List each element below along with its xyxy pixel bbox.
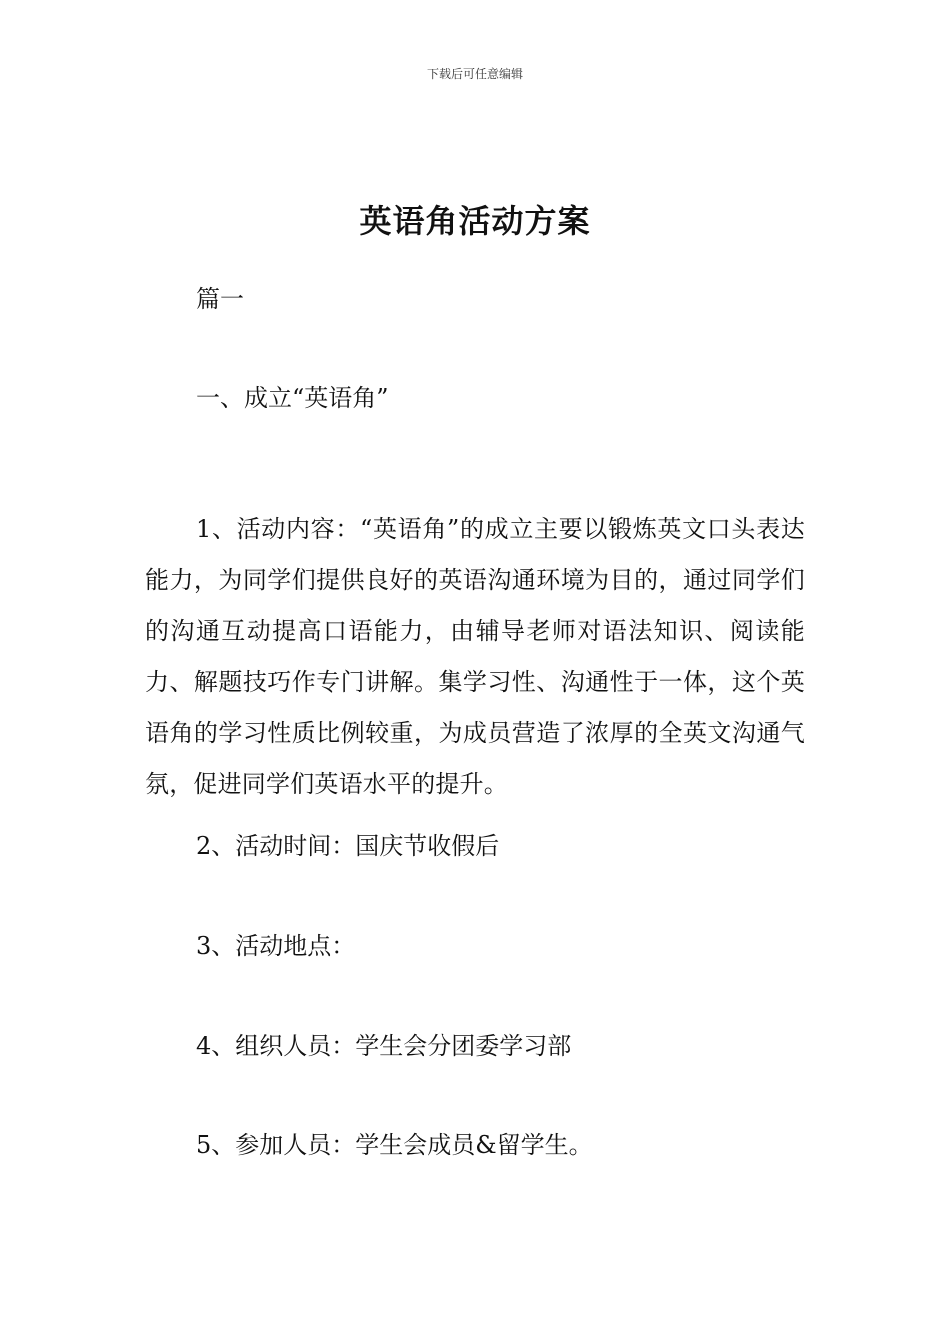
header-note: 下载后可任意编辑: [426, 67, 523, 81]
document-title: 英语角活动方案: [359, 202, 591, 241]
section-label: 篇一: [196, 285, 244, 313]
participants-line: 5、参加人员：学生会成员&留学生。: [196, 1131, 593, 1159]
section-heading: 一、成立“英语角”: [196, 384, 389, 412]
activity-time-line: 2、活动时间：国庆节收假后: [196, 832, 500, 860]
activity-content-paragraph: 1、活动内容：“英语角”的成立主要以锻炼英文口头表达能力，为同学们提供良好的英语沟通环境为目的，通过同学们的沟通互动提高口语能力，由辅导老师对语法知识、阅读能力、解题技巧作专门讲解。集学习性、沟通性于一体，这个英语角的学习性质比例较重，为成员营造了浓厚的全英文沟通气氛，促进同学们英语水平的提升。: [145, 515, 805, 798]
organizer-line: 4、组织人员：学生会分团委学习部: [196, 1032, 572, 1060]
activity-location-line: 3、活动地点：: [196, 932, 356, 960]
